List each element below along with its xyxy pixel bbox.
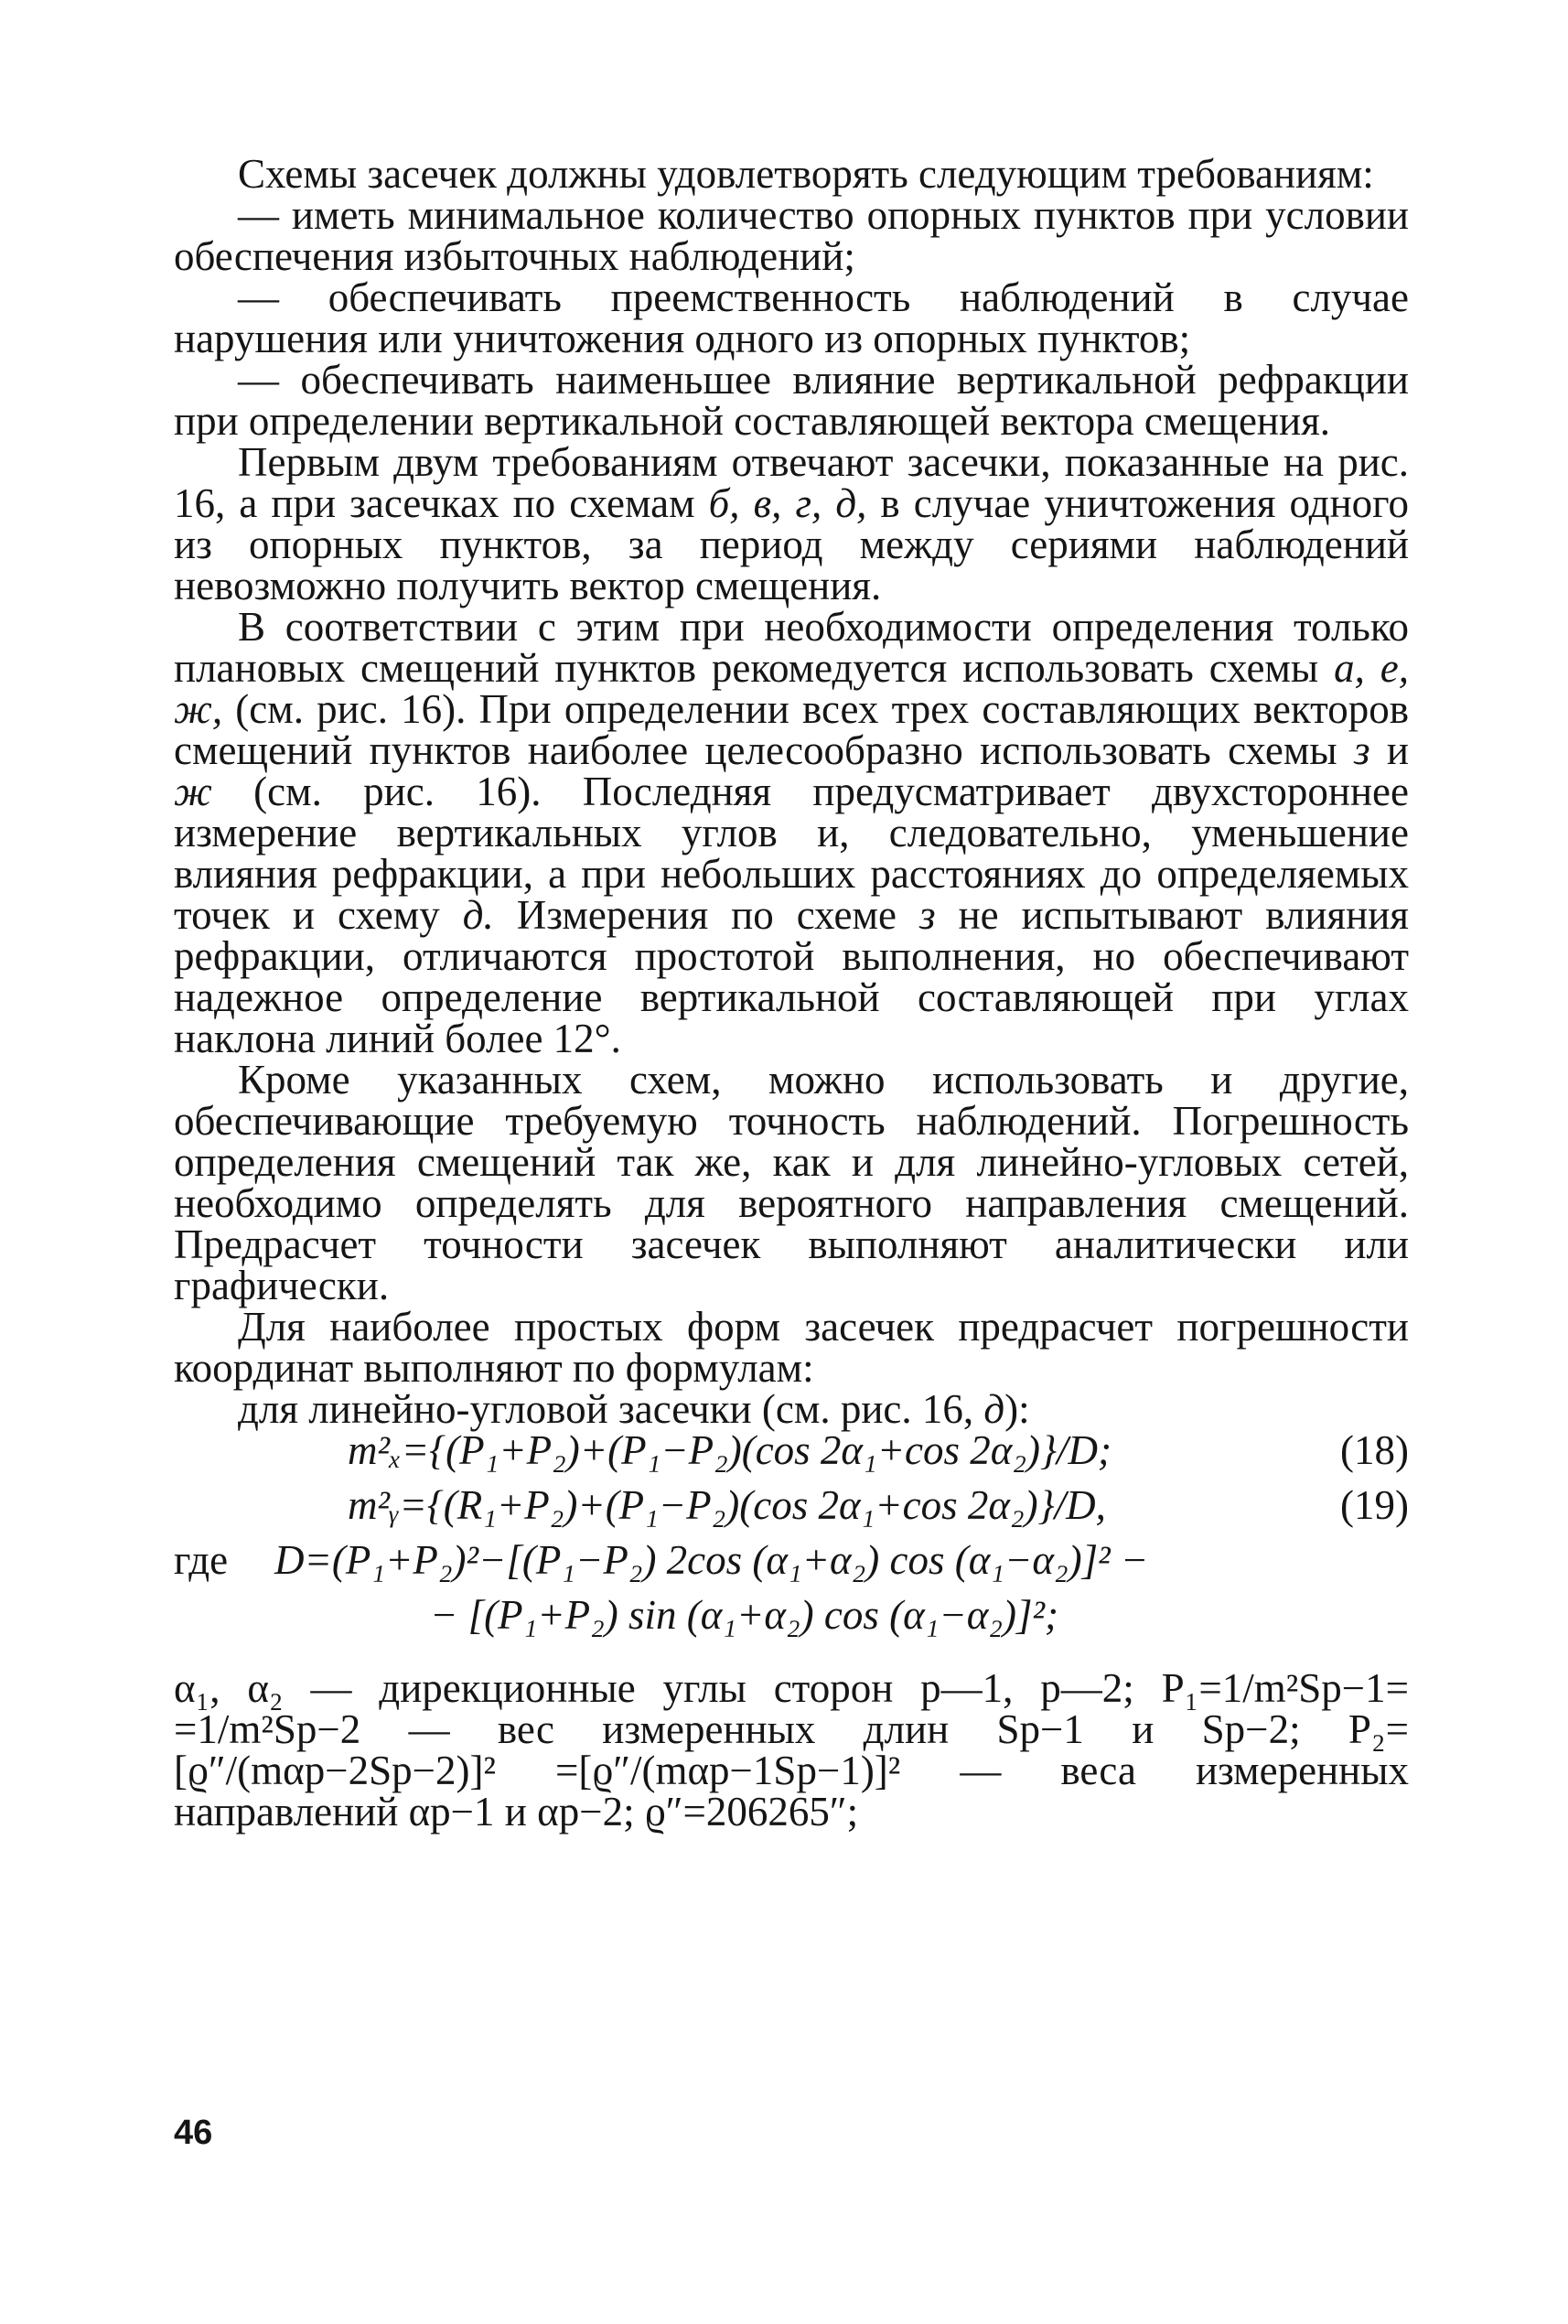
paragraph: [174, 151, 1409, 197]
paragraph-text: Схемы засечек должны удовлетворять следующим требованиям:: [238, 151, 1374, 197]
equation-18: [174, 1427, 1409, 1485]
paragraph-text: Для наиболее простых форм засечек предрасчет погрешности координат выполняют по формулам:: [174, 1304, 1409, 1391]
italic-run: д.: [462, 892, 494, 938]
equation-D-continued: − [(P₁+P₂) sin (α₁+α₂) cos (α₁−α₂)]²;: [430, 1592, 1058, 1638]
body-text: [174, 151, 1409, 1834]
paragraph: [174, 274, 1409, 361]
paragraph: [174, 1386, 1409, 1432]
equation-text: m²ᵧ={(R₁+P₂)+(P₁−P₂)(cos 2α₁+cos 2α₂)}/D,: [348, 1482, 1106, 1528]
paragraph: [174, 1057, 1409, 1308]
paragraph: [174, 357, 1409, 444]
paragraph: [174, 192, 1409, 279]
text-run: не испытывают влияния рефракции, отличаются простотой выполнения, но обеспечивают надежное определение вертикальной составляющей при углах наклона линий более 12°.: [174, 892, 1409, 1061]
italic-run: з: [1353, 727, 1370, 773]
equation-number: (18): [1340, 1427, 1409, 1473]
italic-run: ж: [174, 769, 212, 814]
equation-text: m²ₓ={(P₁+P₂)+(P₁−P₂)(cos 2α₁+cos 2α₂)}/D;: [348, 1427, 1112, 1473]
paragraph-text: — обеспечивать наименьшее влияние вертикальной рефракции при определении вертикальной составляющей вектора смещения.: [174, 357, 1409, 444]
italic-run: а, е, ж,: [174, 645, 1409, 732]
text-run: В соответствии с этим при необходимости определения только плановых смещений пунктов рекомедуется использовать схемы: [174, 604, 1409, 691]
paragraph-text: α₁, α₂ — дирекционные углы сторон p—1, p—2; P₁=1/m²Sp−1= =1/m²Sp−2 — вес измеренных длин Sp−1 и Sp−2; P₂=[ϱ″/(mαp−2Sp−2)]² =[ϱ″/(mαp−1Sp−1)]² — веса измеренных направлений αp−1 и αp−2; ϱ″=206265″;: [174, 1665, 1409, 1834]
equation-D: [174, 1537, 1409, 1595]
paragraph: [174, 1304, 1409, 1391]
text-run: в случае уничтожения одного из опорных пунктов, за период между сериями наблюдений невозможно получить вектор смещения.: [174, 480, 1409, 608]
text-run: Измерения по схеме: [493, 892, 919, 938]
text-run: и: [1369, 727, 1409, 773]
italic-run: д: [983, 1386, 1005, 1432]
text-run: ):: [1004, 1386, 1030, 1432]
equation-number: (19): [1340, 1482, 1409, 1528]
text-run: Первым двум требованиям отвечают засечки, показанные на рис. 16, а при засечках по схемам: [174, 439, 1409, 526]
paragraph: [174, 1665, 1409, 1834]
paragraph-text: Кроме указанных схем, можно использовать и другие, обеспечивающие требуемую точность наблюдений. Погрешность определения смещений так же, как и для линейно-угловых сетей, необходимо определять для вероятного направления смещений. Предрасчет точности засечек выполняют аналитически или графически.: [174, 1057, 1409, 1308]
where-label: где: [174, 1537, 229, 1583]
paragraph: [174, 604, 1409, 1061]
equation-text: D=(P₁+P₂)²−[(P₁−P₂) 2cos (α₁+α₂) cos (α₁−α₂)]² −: [274, 1537, 1149, 1583]
text-run: (см. рис. 16). Последняя предусматривает двухстороннее измерение вертикальных углов и, следовательно, уменьшение влияния рефракции, а при небольших расстояниях до определяемых точек и схему: [174, 769, 1409, 938]
page-number: 46: [174, 2114, 213, 2152]
text-run: (см. рис. 16). При определении всех трех составляющих векторов смещений пунктов наиболее целесообразно использовать схемы: [174, 686, 1409, 773]
italic-run: з: [918, 892, 936, 938]
text-run: для линейно-угловой засечки (см. рис. 16,: [238, 1386, 984, 1432]
equation-19: [174, 1482, 1409, 1540]
paragraph-text: — обеспечивать преемственность наблюдений в случае нарушения или уничтожения одного из опорных пунктов;: [174, 274, 1409, 361]
paragraph-text: — иметь минимальное количество опорных пунктов при условии обеспечения избыточных наблюдений;: [174, 192, 1409, 279]
paragraph: [174, 439, 1409, 608]
italic-run: б, в, г, д,: [708, 480, 867, 526]
